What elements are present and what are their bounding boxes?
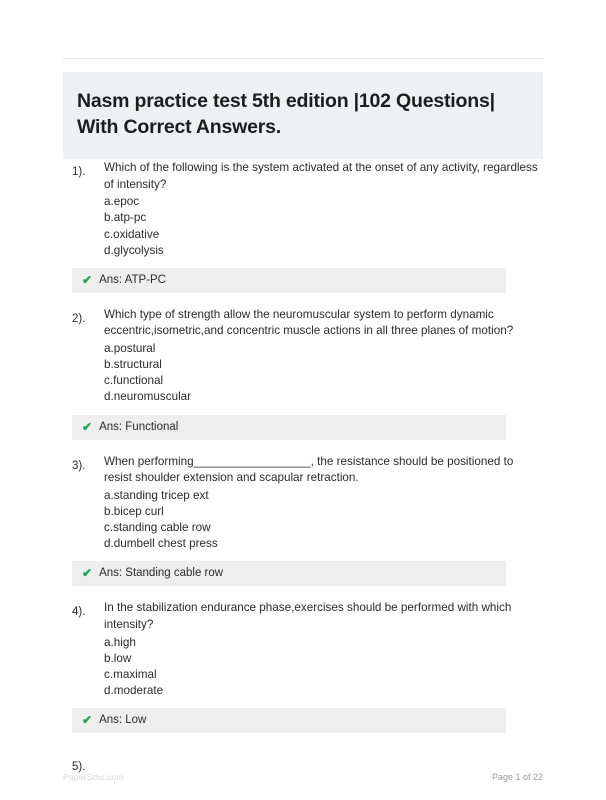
answer-band	[72, 268, 506, 293]
answer-text: Ans: Low	[99, 714, 147, 727]
choice-option[interactable]: d.moderate	[104, 683, 164, 697]
question-number: 3).	[72, 459, 86, 472]
answer-band	[72, 708, 506, 733]
question-body	[104, 160, 543, 259]
choice-option[interactable]: b.atp-pc	[104, 211, 147, 225]
choice-option[interactable]: a.epoc	[104, 195, 140, 209]
choice-option[interactable]: b.bicep curl	[104, 504, 164, 518]
check-icon: ✔	[82, 419, 93, 434]
answer-band	[72, 415, 506, 440]
answer-band	[72, 561, 506, 586]
question-item	[63, 160, 543, 293]
question-text: When performing__________________, the resistance should be positioned to resist shoulder extension and scapular retraction.	[104, 454, 514, 485]
question-text: In the stabilization endurance phase,exercises should be performed with which intensity?	[104, 601, 512, 631]
choice-option[interactable]: c.functional	[104, 374, 164, 388]
choice-option[interactable]: a.standing tricep ext	[104, 488, 209, 502]
answer-text: Ans: ATP-PC	[99, 273, 166, 286]
check-icon: ✔	[82, 272, 93, 287]
document-title-band	[63, 72, 543, 159]
question-number: 2).	[72, 312, 86, 325]
question-number: 5).	[72, 761, 86, 774]
choice-option[interactable]: c.standing cable row	[104, 521, 211, 535]
check-icon: ✔	[82, 566, 93, 581]
question-number: 1).	[72, 166, 86, 178]
page-footer	[63, 772, 543, 782]
questions-list	[63, 160, 543, 774]
choice-option[interactable]: b.low	[104, 651, 132, 665]
choice-option[interactable]: a.high	[104, 635, 136, 649]
page-number: Page 1 of 22	[491, 772, 543, 782]
header-divider	[63, 58, 543, 59]
question-item	[63, 307, 543, 440]
watermark: PaperSthc.com	[63, 772, 124, 782]
question-item	[63, 600, 543, 733]
page-title: Nasm practice test 5th edition |102 Questions| With Correct Answers.	[77, 90, 495, 139]
choice-option[interactable]: c.maximal	[104, 667, 157, 681]
question-body	[104, 600, 543, 699]
answer-text: Ans: Standing cable row	[99, 567, 224, 580]
choice-option[interactable]: d.dumbell chest press	[104, 537, 218, 551]
choice-option[interactable]: b.structural	[104, 358, 162, 372]
check-icon: ✔	[82, 713, 93, 728]
choice-option[interactable]: a.postural	[104, 342, 156, 355]
question-text: Which type of strength allow the neuromuscular system to perform dynamic eccentric,isometric,and concentric muscle actions in all three planes of motion?	[104, 307, 514, 338]
choice-option[interactable]: c.oxidative	[104, 227, 160, 241]
question-body	[104, 454, 543, 553]
answer-text: Ans: Functional	[99, 420, 179, 433]
question-body	[104, 307, 543, 406]
choice-option[interactable]: d.neuromuscular	[104, 390, 192, 404]
question-item	[63, 454, 543, 587]
question-text: Which of the following is the system activated at the onset of any activity, regardless of intensity?	[104, 161, 538, 191]
question-number: 4).	[72, 606, 86, 619]
choice-option[interactable]: d.glycolysis	[104, 243, 164, 257]
